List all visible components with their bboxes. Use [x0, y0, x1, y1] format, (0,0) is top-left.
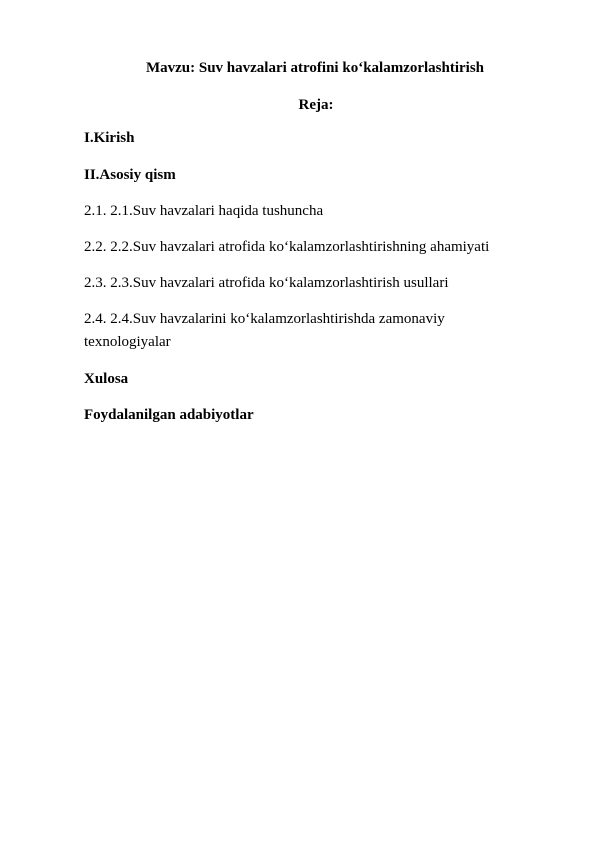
- list-item: 2.4. 2.4.Suv havzalarini ko‘kalamzorlashtirishda zamonaviy texnologiyalar: [84, 311, 445, 350]
- section-intro: I.Kirish: [84, 130, 135, 146]
- list-item: 2.3. 2.3.Suv havzalari atrofida ko‘kalamzorlashtirish usullari: [84, 275, 449, 291]
- plan-heading: Reja:: [298, 97, 334, 113]
- section-references: Foydalanilgan adabiyotlar: [84, 407, 254, 423]
- list-item: 2.1. 2.1.Suv havzalari haqida tushuncha: [84, 203, 324, 219]
- document-title: Mavzu: Suv havzalari atrofini ko‘kalamzorlashtirish: [145, 60, 485, 76]
- section-main-part: II.Asosiy qism: [84, 167, 176, 183]
- list-item: 2.2. 2.2.Suv havzalari atrofida ko‘kalamzorlashtirishning ahamiyati: [84, 239, 490, 255]
- section-conclusion: Xulosa: [84, 371, 129, 387]
